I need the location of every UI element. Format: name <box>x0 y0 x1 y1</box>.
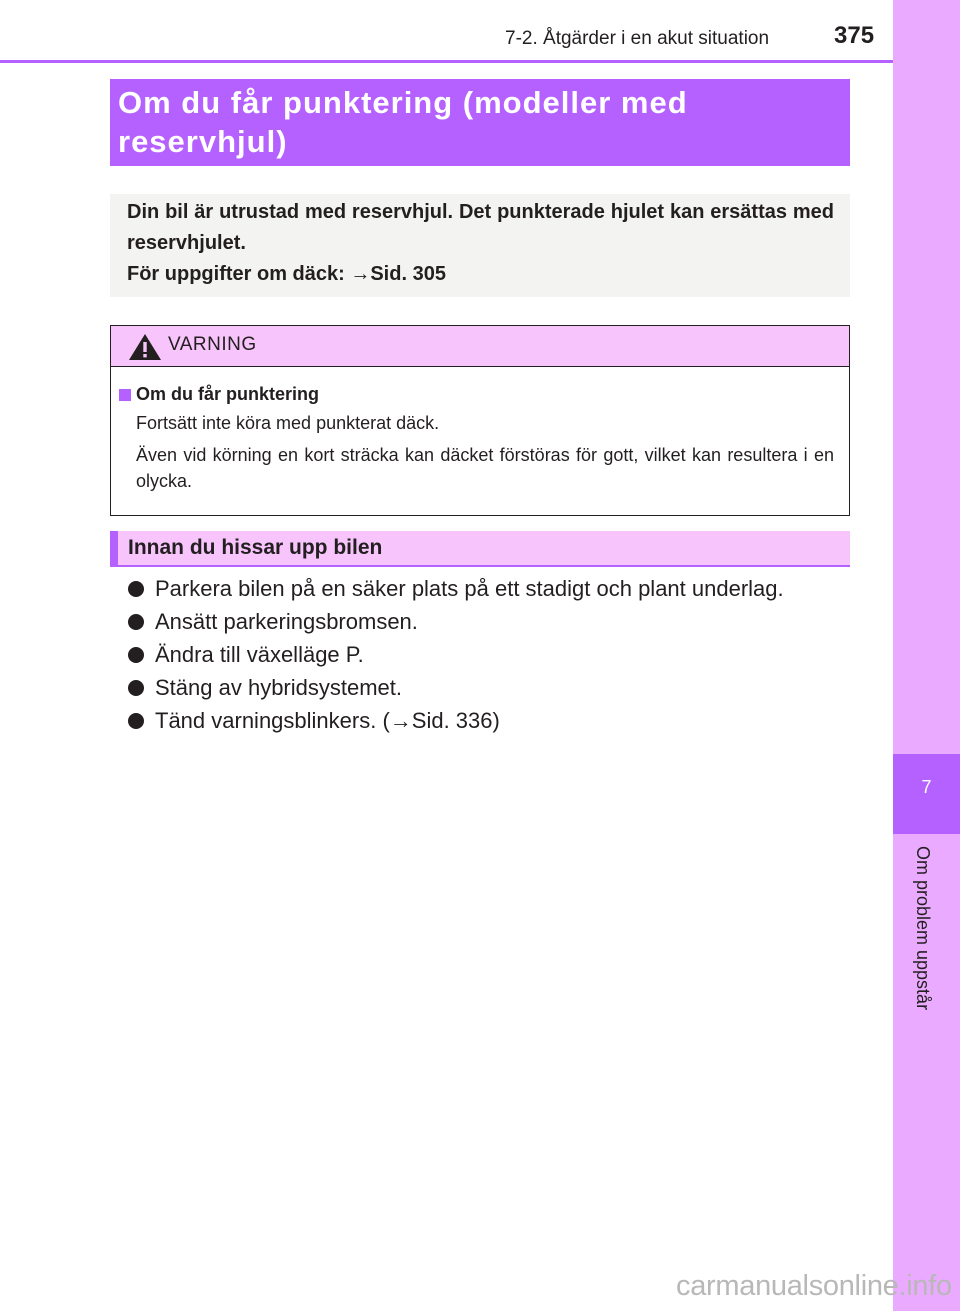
side-tab-strip <box>893 0 960 1311</box>
list-item <box>128 671 784 704</box>
list-item <box>128 638 784 671</box>
step-text: Tänd varningsblinkers. (→Sid. 336) <box>155 708 500 733</box>
warning-text-line2: Även vid körning en kort sträcka kan däcket förstöras för gott, vilket kan resultera i en olycka. <box>136 445 834 491</box>
warning-text-line1: Fortsätt inte köra med punkterat däck. <box>136 413 440 433</box>
step-text: Stäng av hybridsystemet. <box>155 675 403 700</box>
page-title: Om du får punktering (modeller med reservhjul) <box>118 85 688 159</box>
bullet-dot-icon <box>128 680 144 696</box>
bullet-dot-icon <box>128 713 144 729</box>
warning-triangle-icon <box>128 333 162 361</box>
page-number: 375 <box>834 22 875 49</box>
subheading-text: Innan du hissar upp bilen <box>128 536 383 559</box>
watermark-text: carmanualsonline.info <box>676 1270 952 1302</box>
list-item <box>128 572 784 605</box>
warning-heading: Om du får punktering <box>136 384 320 404</box>
intro-text: Din bil är utrustad med reservhjul. Det punkterade hjulet kan ersättas med reservhjulet. <box>127 201 834 254</box>
intro-reference: För uppgifter om däck: →Sid. 305 <box>127 263 446 285</box>
step-text: Parkera bilen på en säker plats på ett stadigt och plant underlag. <box>155 576 784 601</box>
step-text: Ansätt parkeringsbromsen. <box>155 609 418 634</box>
warning-bullet-square <box>119 389 131 401</box>
header-divider <box>0 60 893 63</box>
bullet-dot-icon <box>128 614 144 630</box>
bullet-dot-icon <box>128 581 144 597</box>
subheading-accent-bar <box>110 531 118 567</box>
list-item <box>128 605 784 638</box>
list-item <box>128 704 784 737</box>
warning-label: VARNING <box>168 334 257 355</box>
bullet-dot-icon <box>128 647 144 663</box>
step-text: Ändra till växelläge P. <box>155 642 364 667</box>
side-tab-chapter-title: Om problem uppstår <box>913 846 933 1011</box>
steps-list <box>128 572 784 737</box>
header-section-title: 7-2. Åtgärder i en akut situation <box>505 28 770 49</box>
side-tab-chapter-number: 7 <box>921 777 932 797</box>
